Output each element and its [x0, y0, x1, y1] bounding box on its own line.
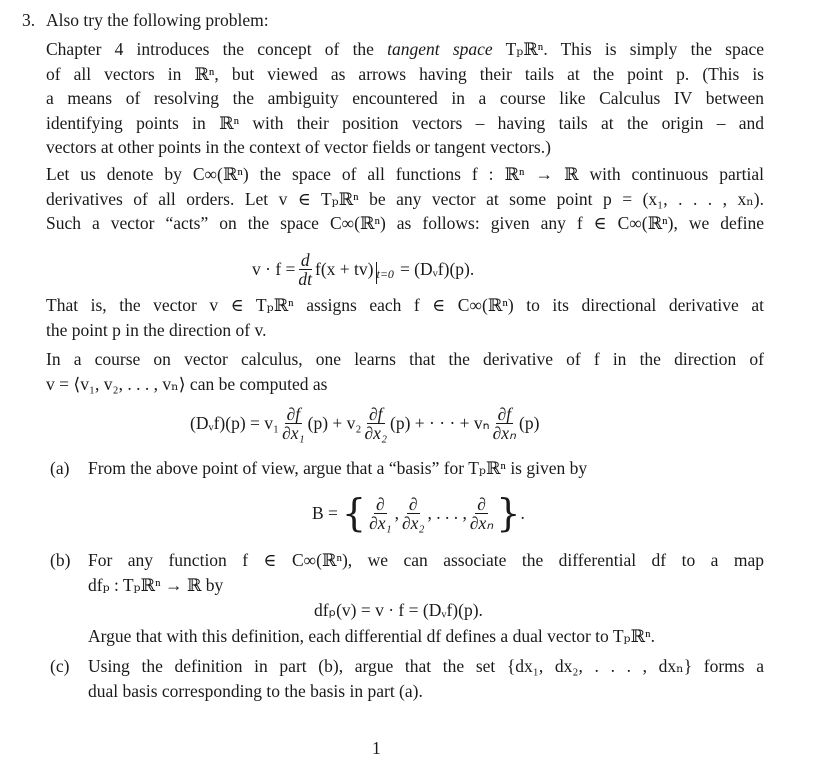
- part-c-text: [88, 654, 764, 703]
- eq-mid: f(x + tv): [315, 259, 374, 279]
- problem-intro: Also try the following problem:: [46, 10, 269, 30]
- paragraph-vector-calculus: [46, 347, 764, 396]
- equation-directional-derivative-sum: [190, 400, 539, 446]
- paragraph-line: That is, the vector v ∈ Tₚℝⁿ assigns each f ∈ C∞(ℝⁿ) to its directional derivative at: [46, 295, 764, 315]
- equation-differential: dfₚ(v) = v · f = (Dᵥf)(p).: [314, 600, 483, 620]
- part-b-label: (b): [50, 550, 71, 570]
- eq2-term3: (p): [519, 413, 540, 433]
- paragraph-tangent-space: [46, 37, 764, 160]
- paragraph-line: the point p in the direction of v.: [46, 319, 267, 340]
- paragraph-line: Such a vector “acts” on the space C∞(ℝⁿ) as follows: given any f ∈ C∞(ℝⁿ), we define: [46, 213, 764, 233]
- paragraph-line: Let us denote by C∞(ℝⁿ) the space of all functions f : ℝⁿ → ℝ with continuous partial: [46, 164, 764, 184]
- eq2-term1: (p) + v₂: [307, 413, 362, 433]
- left-brace: {: [341, 491, 367, 535]
- part-b-text: [88, 548, 764, 597]
- paragraph-line: Using the definition in part (b), argue that the set {dx₁, dx₂, . . . , dxₙ} forms a: [88, 656, 764, 676]
- paragraph-line: For any function f ∈ C∞(ℝⁿ), we can associate the differential df to a map: [88, 550, 764, 570]
- basis-lhs: B =: [312, 503, 338, 523]
- eq2-lhs: (Dᵥf)(p) = v₁: [190, 413, 280, 433]
- paragraph-line: dual basis corresponding to the basis in part (a).: [88, 680, 423, 701]
- paragraph-line: of all vectors in ℝⁿ, but viewed as arrows having their tails at the point p. (This is: [46, 63, 764, 84]
- part-b-argue: [88, 624, 764, 649]
- paragraph-line: From the above point of view, argue that a “basis” for Tₚℝⁿ is given by: [88, 458, 588, 478]
- paragraph-line: In a course on vector calculus, one learns that the derivative of f in the direction of: [46, 349, 764, 369]
- paragraph-line: identifying points in ℝⁿ with their position vectors – having tails at the origin – and: [46, 112, 764, 133]
- basis-comma: ,: [394, 503, 399, 523]
- problem-number: 3.: [22, 10, 36, 30]
- paragraph-smooth-functions: [46, 162, 764, 236]
- paragraph-directional-derivative: [46, 293, 764, 342]
- paragraph-line: Argue that with this definition, each differential df defines a dual vector to Tₚℝⁿ.: [88, 626, 655, 646]
- equation-vector-action: [252, 246, 474, 292]
- basis-period: .: [520, 503, 525, 523]
- fraction-d-dxn: $\frac{\partial}{\text{∂xₙ}}$: [469, 493, 494, 533]
- part-a-text: [88, 456, 764, 481]
- equation-basis: [312, 488, 525, 538]
- page-number: 1: [372, 738, 381, 758]
- part-a-label: (a): [50, 458, 70, 478]
- fraction-partial-xn: $\frac{\partial f}{\text{∂xₙ}}$: [492, 403, 517, 443]
- fraction-partial-x2: $\frac{\partial f}{\text{∂x₂}}$: [364, 403, 388, 443]
- fraction-partial-x1: $\frac{\partial f}{\text{∂x₁}}$: [282, 403, 305, 443]
- paragraph-line: derivatives of all orders. Let v ∈ Tₚℝⁿ be any vector at some point p = (x₁, . . . , xₙ).: [46, 188, 764, 209]
- basis-dots: , . . . ,: [427, 503, 467, 523]
- paragraph-line: vectors at other points in the context of vector fields or tangent vectors.): [46, 137, 551, 157]
- paragraph-line: dfₚ : Tₚℝⁿ → ℝ by: [88, 574, 224, 595]
- eq2-term2: (p) + · · · + vₙ: [390, 413, 490, 433]
- paragraph-line: v = ⟨v₁, v₂, . . . , vₙ⟩ can be computed as: [46, 373, 328, 394]
- eq-rhs: = (Dᵥf)(p).: [399, 259, 475, 279]
- eq-lhs: v · f =: [252, 259, 296, 279]
- eval-subscript: t=0: [376, 267, 394, 281]
- fraction-d-dt: $\frac{d}{dt}$: [298, 249, 313, 289]
- part-c-label: (c): [50, 656, 70, 676]
- paragraph-line: Chapter 4 introduces the concept of the tangent space Tₚℝⁿ. This is simply the space: [46, 39, 765, 59]
- emphasis-tangent-space: tangent space: [387, 39, 493, 59]
- fraction-d-dx2: $\frac{\partial}{\text{∂x₂}}$: [401, 493, 425, 533]
- right-brace: }: [496, 491, 521, 535]
- fraction-d-dx1: $\frac{\partial}{\text{∂x₁}}$: [369, 493, 392, 533]
- paragraph-line: a means of resolving the ambiguity encountered in a course like Calculus IV between: [46, 88, 764, 108]
